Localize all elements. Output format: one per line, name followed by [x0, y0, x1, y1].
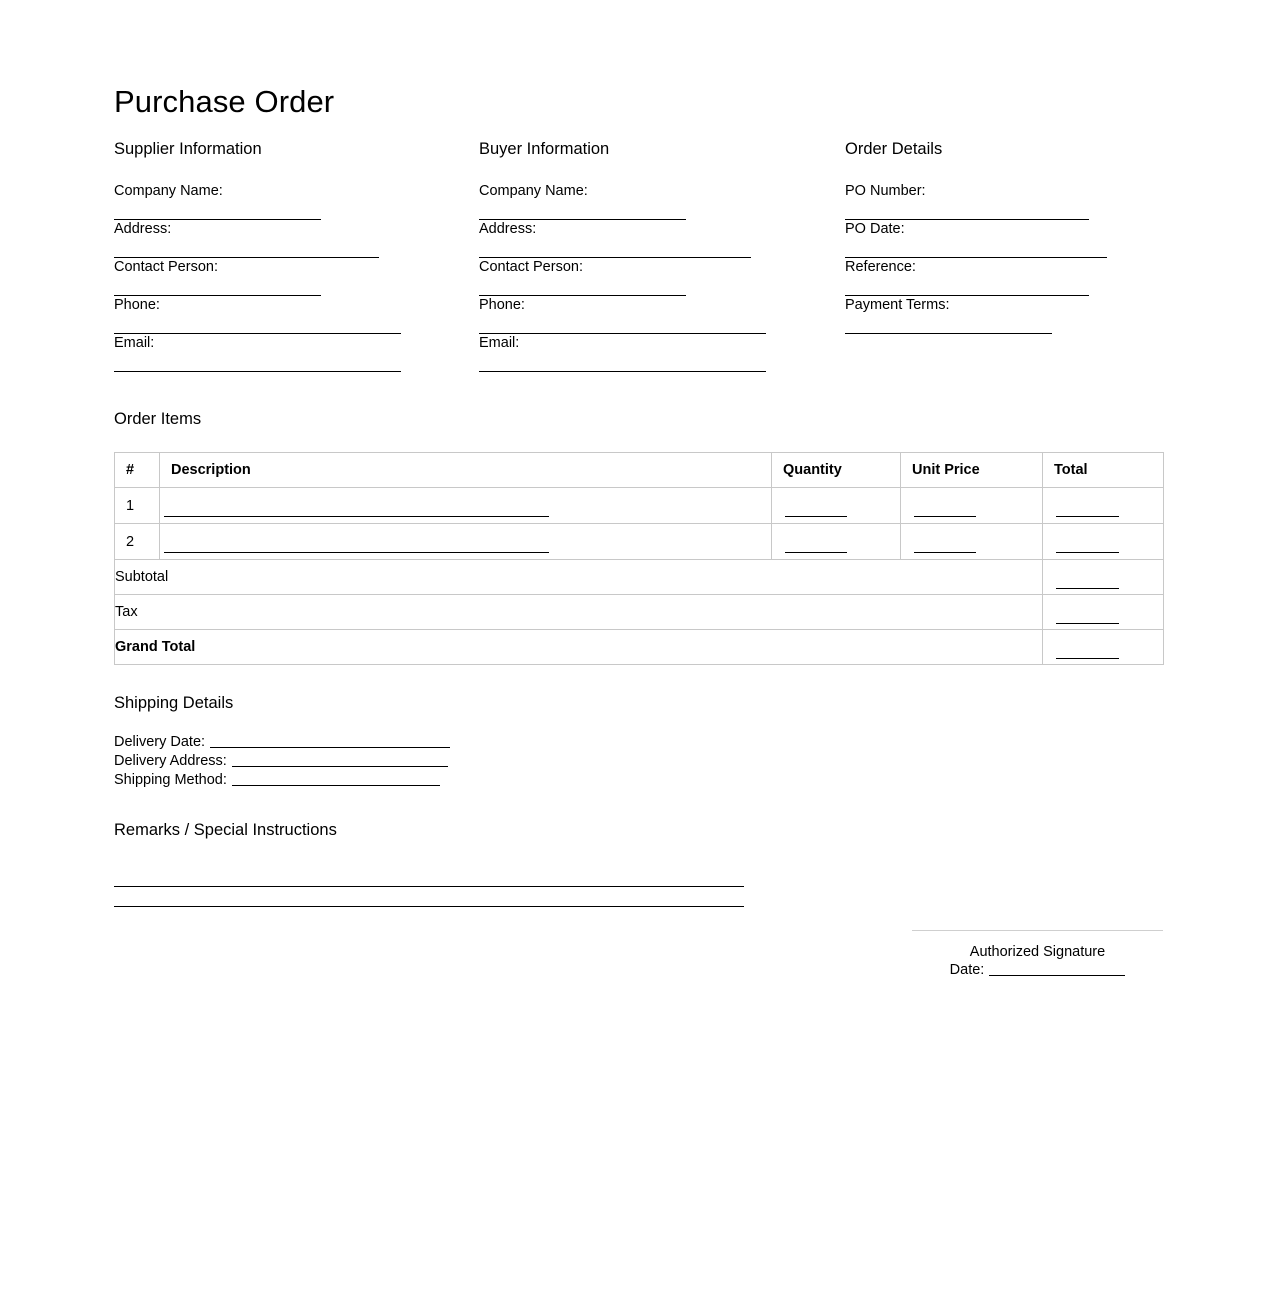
table-header-row: [115, 453, 1164, 488]
row-2-quantity-input[interactable]: [785, 539, 847, 553]
remarks-section: [114, 821, 754, 907]
tax-input[interactable]: [1056, 610, 1119, 624]
tax-cell: [1043, 595, 1164, 630]
buyer-heading: Buyer Information: [479, 140, 610, 158]
po-date-label: PO Date:: [845, 221, 905, 237]
page-title: Purchase Order: [114, 84, 335, 119]
row-2-unit-price-cell: [901, 524, 1043, 560]
buyer-address-field: [479, 220, 809, 258]
order-items-heading: Order Items: [114, 410, 202, 428]
row-1-total-cell: [1043, 488, 1164, 524]
grand-total-row: [115, 630, 1164, 665]
buyer-contact-person-field: [479, 258, 809, 296]
supplier-phone-label: Phone:: [114, 297, 160, 313]
payment-terms-input[interactable]: [845, 315, 1052, 334]
supplier-company-name-field: [114, 182, 444, 220]
row-1-quantity-input[interactable]: [785, 503, 847, 517]
signature-date-field: [912, 961, 1163, 980]
row-index-2: 2: [115, 524, 160, 560]
supplier-company-name-label: Company Name:: [114, 183, 223, 199]
supplier-phone-field: [114, 296, 444, 334]
row-1-unit-price-cell: [901, 488, 1043, 524]
column-header-total: Total: [1043, 453, 1164, 488]
supplier-information-column: [114, 140, 444, 372]
subtotal-label: Subtotal: [115, 560, 1043, 595]
payment-terms-label: Payment Terms:: [845, 297, 950, 313]
supplier-contact-person-field: [114, 258, 444, 296]
delivery-date-input[interactable]: [210, 734, 450, 748]
reference-field: [845, 258, 1165, 296]
order-details-column: [845, 140, 1165, 334]
reference-input[interactable]: [845, 277, 1089, 296]
remarks-input-line-2[interactable]: [114, 887, 744, 907]
row-2-description-cell: [160, 524, 772, 560]
row-2-total-input[interactable]: [1056, 539, 1119, 553]
order-items-table: [114, 452, 1164, 665]
supplier-address-input[interactable]: [114, 239, 379, 258]
row-index-1: 1: [115, 488, 160, 524]
grand-total-cell: [1043, 630, 1164, 665]
buyer-address-label: Address:: [479, 221, 537, 237]
column-header-index: #: [115, 453, 160, 488]
row-2-description-input[interactable]: [164, 539, 549, 553]
row-1-description-cell: [160, 488, 772, 524]
signature-block: [912, 930, 1163, 980]
row-1-description-input[interactable]: [164, 503, 549, 517]
shipping-method-input[interactable]: [232, 772, 440, 786]
column-header-unit-price: Unit Price: [901, 453, 1043, 488]
delivery-address-field: [114, 752, 450, 771]
reference-label: Reference:: [845, 259, 916, 275]
shipping-details-heading: Shipping Details: [114, 694, 234, 712]
remarks-input-line-1[interactable]: [114, 867, 744, 887]
payment-terms-field: [845, 296, 1165, 334]
table-row: [115, 488, 1164, 524]
information-columns: [114, 140, 1164, 370]
tax-label: Tax: [115, 595, 1043, 630]
row-1-unit-price-input[interactable]: [914, 503, 976, 517]
delivery-address-label: Delivery Address:: [114, 753, 227, 769]
buyer-phone-label: Phone:: [479, 297, 525, 313]
tax-row: [115, 595, 1164, 630]
supplier-address-label: Address:: [114, 221, 172, 237]
buyer-email-label: Email:: [479, 335, 520, 351]
supplier-email-field: [114, 334, 444, 372]
buyer-phone-input[interactable]: [479, 315, 766, 334]
po-date-input[interactable]: [845, 239, 1107, 258]
row-2-total-cell: [1043, 524, 1164, 560]
supplier-company-name-input[interactable]: [114, 201, 321, 220]
subtotal-row: [115, 560, 1164, 595]
order-details-heading: Order Details: [845, 140, 943, 158]
row-1-total-input[interactable]: [1056, 503, 1119, 517]
po-number-label: PO Number:: [845, 183, 926, 199]
row-2-quantity-cell: [772, 524, 901, 560]
po-number-input[interactable]: [845, 201, 1089, 220]
column-header-quantity: Quantity: [772, 453, 901, 488]
buyer-contact-person-label: Contact Person:: [479, 259, 583, 275]
supplier-heading: Supplier Information: [114, 140, 262, 158]
buyer-address-input[interactable]: [479, 239, 751, 258]
column-header-description: Description: [160, 453, 772, 488]
supplier-address-field: [114, 220, 444, 258]
supplier-email-input[interactable]: [114, 353, 401, 372]
table-row: [115, 524, 1164, 560]
supplier-phone-input[interactable]: [114, 315, 401, 334]
signature-date-label: Date:: [949, 962, 985, 978]
shipping-details-section: [114, 694, 450, 790]
delivery-date-label: Delivery Date:: [114, 734, 206, 750]
row-1-quantity-cell: [772, 488, 901, 524]
buyer-company-name-field: [479, 182, 809, 220]
delivery-address-input[interactable]: [232, 753, 448, 767]
supplier-email-label: Email:: [114, 335, 155, 351]
subtotal-cell: [1043, 560, 1164, 595]
shipping-method-field: [114, 771, 450, 790]
subtotal-input[interactable]: [1056, 575, 1119, 589]
grand-total-label: Grand Total: [115, 630, 1043, 665]
po-date-field: [845, 220, 1165, 258]
signature-date-input[interactable]: [989, 962, 1125, 976]
buyer-company-name-label: Company Name:: [479, 183, 588, 199]
grand-total-input[interactable]: [1056, 645, 1119, 659]
buyer-contact-person-input[interactable]: [479, 277, 686, 296]
buyer-phone-field: [479, 296, 809, 334]
buyer-company-name-input[interactable]: [479, 201, 686, 220]
buyer-information-column: [479, 140, 809, 372]
signature-rule: [912, 930, 1163, 931]
supplier-contact-person-input[interactable]: [114, 277, 321, 296]
delivery-date-field: [114, 733, 450, 752]
shipping-method-label: Shipping Method:: [114, 772, 227, 788]
supplier-contact-person-label: Contact Person:: [114, 259, 218, 275]
row-2-unit-price-input[interactable]: [914, 539, 976, 553]
authorized-signature-label: Authorized Signature: [969, 944, 1106, 960]
buyer-email-field: [479, 334, 809, 372]
buyer-email-input[interactable]: [479, 353, 766, 372]
remarks-heading: Remarks / Special Instructions: [114, 821, 337, 839]
po-number-field: [845, 182, 1165, 220]
